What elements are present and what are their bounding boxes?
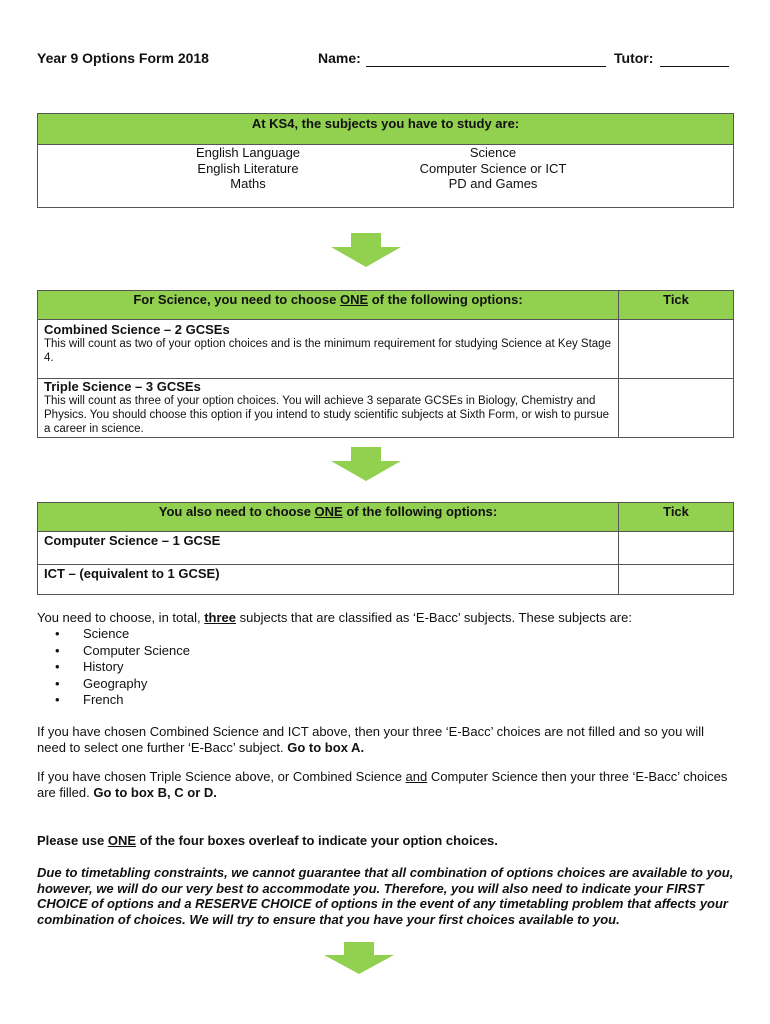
ks4-heading: At KS4, the subjects you have to study are: <box>38 114 733 145</box>
ks4-subject: PD and Games <box>448 176 538 191</box>
list-item: • History <box>55 659 190 676</box>
name-field[interactable] <box>366 66 606 67</box>
instruction-boxes: Please use ONE of the four boxes overleaf to indicate your option choices. <box>37 833 498 848</box>
down-arrow-icon <box>331 233 401 267</box>
science-heading: For Science, you need to choose ONE of the following options: <box>38 291 619 320</box>
down-arrow-icon <box>324 942 394 974</box>
ebacc-subject-list <box>55 626 190 709</box>
computing-option-ict: ICT – (equivalent to 1 GCSE) <box>38 564 619 594</box>
tick-box-ict[interactable] <box>619 564 733 594</box>
science-option-combined <box>38 320 619 378</box>
instruction-triple: If you have chosen Triple Science above, or Combined Science and Computer Science then your three ‘E-Bacc’ choices are filled. Go to box B, C or D. <box>37 769 728 800</box>
list-item: • Science <box>55 626 190 643</box>
ks4-subject: English Language <box>195 145 301 160</box>
ks4-subject: Computer Science or ICT <box>419 160 567 176</box>
computing-tick-header: Tick <box>619 503 733 532</box>
option-description: This will count as two of your option choices and is the minimum requirement for studying Science at Key Stage 4. <box>44 338 611 364</box>
tutor-field[interactable] <box>660 66 729 67</box>
down-arrow-icon <box>331 447 401 481</box>
ks4-subject: Maths <box>230 176 266 191</box>
form-title: Year 9 Options Form 2018 <box>37 50 209 66</box>
timetabling-notice: Due to timetabling constraints, we cannot guarantee that all combination of options choices are available to you, however, we will do our very best to accommodate you. Therefore, you will also need to indicate your FIRST CHOICE of options and a RESERVE CHOICE of options in the event of any timetabling problem that affects your combination of choices. We will try to ensure that you have your first choices available to you. <box>37 865 734 927</box>
tick-box-cs[interactable] <box>619 532 733 564</box>
tick-box-triple[interactable] <box>619 378 733 437</box>
option-title: Triple Science – 3 GCSEs <box>44 379 201 394</box>
tick-box-combined[interactable] <box>619 320 733 378</box>
ks4-right-list <box>393 145 593 192</box>
list-item: • Geography <box>55 676 190 693</box>
science-tick-header: Tick <box>619 291 733 320</box>
ks4-subject: English Literature <box>197 160 299 176</box>
list-item: • Computer Science <box>55 643 190 660</box>
computing-option-cs: Computer Science – 1 GCSE <box>38 532 619 564</box>
ks4-subject: Science <box>469 145 517 160</box>
science-table <box>37 290 734 438</box>
computing-heading: You also need to choose ONE of the following options: <box>38 503 619 532</box>
option-description: This will count as three of your option choices. You will achieve 3 separate GCSEs in Biology, Chemistry and Physics. You should choose this option if you intend to study scientific subjects at Sixth Form, or wish to pursue a career in science. <box>44 395 610 435</box>
ks4-left-list <box>178 145 318 192</box>
tutor-label: Tutor: <box>614 50 654 66</box>
ks4-box <box>37 113 734 208</box>
instruction-combined-ict: If you have chosen Combined Science and ICT above, then your three ‘E-Bacc’ choices are not filled and so you will need to select one further ‘E-Bacc’ subject. Go to box A. <box>37 724 704 755</box>
option-title: Combined Science – 2 GCSEs <box>44 322 230 337</box>
science-option-triple <box>38 378 619 437</box>
name-label: Name: <box>318 50 361 66</box>
computing-table <box>37 502 734 595</box>
list-item: • French <box>55 692 190 709</box>
ebacc-intro: You need to choose, in total, three subjects that are classified as ‘E-Bacc’ subjects. These subjects are: <box>37 610 632 625</box>
